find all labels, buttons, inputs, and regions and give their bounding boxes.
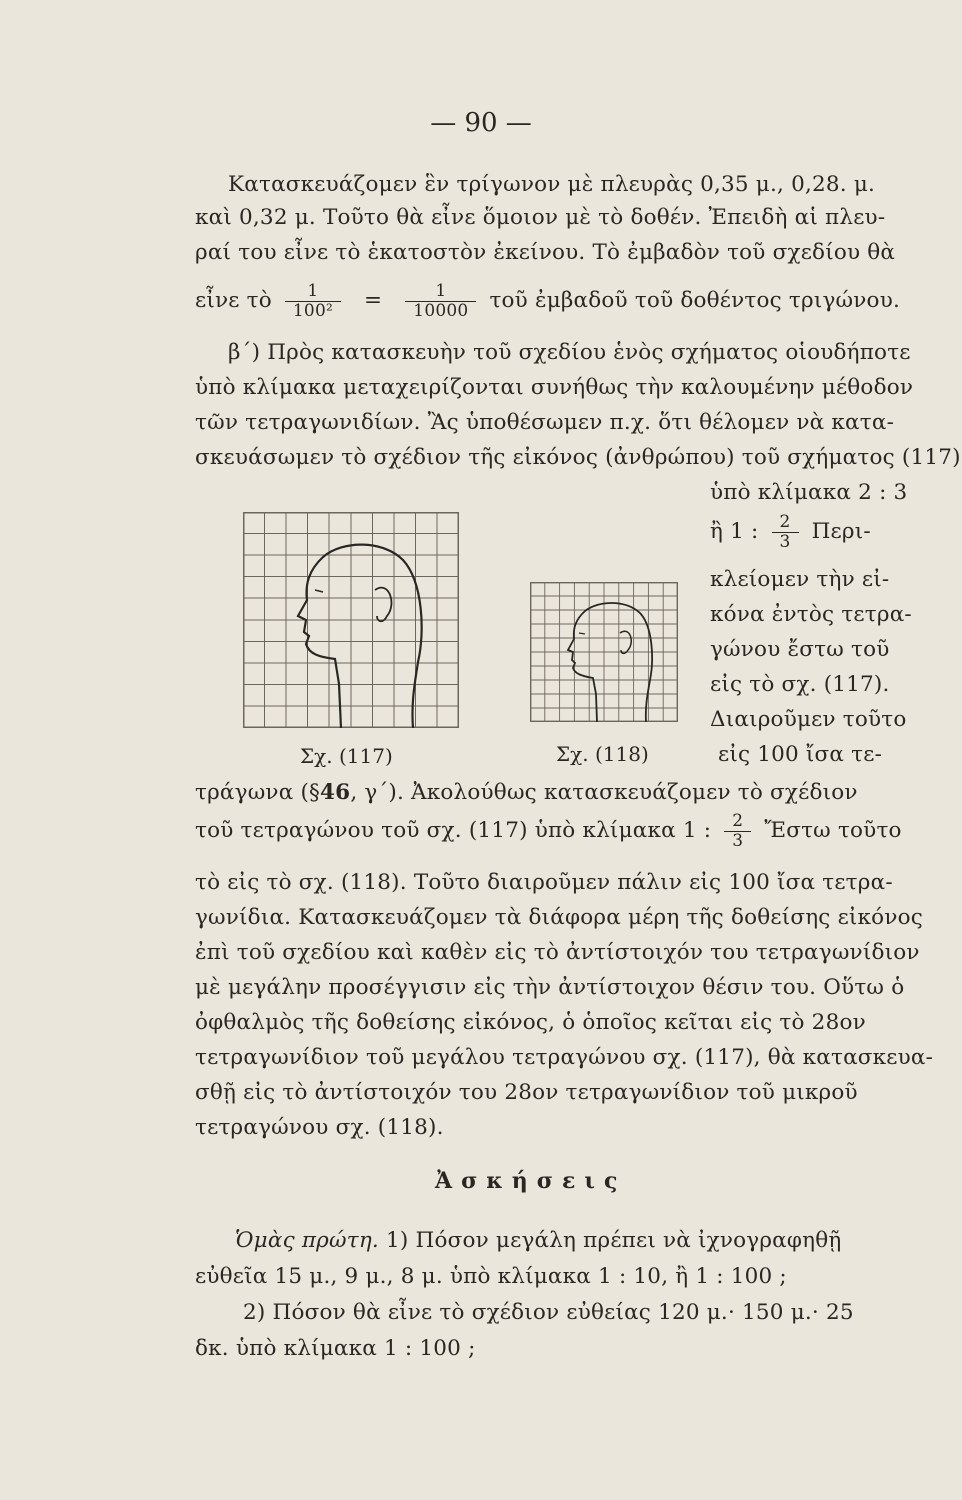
formula-line	[195, 282, 900, 320]
ear-117	[375, 588, 391, 622]
exercise-group-title: Ὁμὰς πρώτη.	[235, 1228, 379, 1253]
fraction-denominator: 10000	[405, 301, 476, 321]
fraction-numerator: 1	[307, 281, 319, 301]
text-line: γωνίδια. Κατασκευάζομεν τὰ διάφορα μέρη τῆς δοθείσης εἰκόνος	[195, 905, 923, 930]
text-line: εἰς τὸ σχ. (117).	[710, 672, 890, 697]
exercise-line: εὐθεῖα 15 μ., 9 μ., 8 μ. ὑπὸ κλίμακα 1 : 10, ἢ 1 : 100 ;	[195, 1264, 787, 1289]
text-line: γώνου ἔστω τοῦ	[710, 637, 890, 662]
head-profile-117	[298, 545, 422, 728]
caption-figure-117: Σχ. (117)	[300, 744, 393, 768]
text-line	[195, 812, 902, 850]
figure-118	[530, 582, 678, 722]
figure-117	[243, 512, 459, 728]
ratio-prefix: ἢ 1 :	[710, 519, 759, 545]
fraction-denominator: 3	[772, 532, 799, 552]
fraction	[285, 282, 341, 320]
text-line: ὑπὸ κλίμακα μεταχειρίζονται συνήθως τὴν καλουμένην μέθοδον	[195, 375, 914, 400]
text-line: μὲ μεγάλην προσέγγισιν εἰς τὴν ἀντίστοιχον θέσιν του. Οὕτω ὁ	[195, 975, 905, 1000]
exercise-text: 1) Πόσον μεγάλη πρέπει νὰ ἰχνογραφηθῇ	[386, 1228, 842, 1253]
text-span: Ἔστω τοῦτο	[764, 818, 902, 844]
exercise-line	[235, 1228, 841, 1253]
text-line: καὶ 0,32 μ. Τοῦτο θὰ εἶνε ὅμοιον μὲ τὸ δοθέν. Ἐπειδὴ αἱ πλευ-	[195, 205, 886, 230]
formula-prefix: εἶνε τὸ	[195, 288, 272, 314]
text-line	[195, 780, 858, 805]
head-profile-118	[568, 603, 652, 722]
text-line: ὑπὸ κλίμακα 2 : 3	[710, 480, 908, 505]
fraction-denominator: 100²	[285, 301, 341, 321]
eye-117	[315, 590, 323, 592]
section-heading: Ἀσκήσεις	[435, 1168, 627, 1194]
exercise-line: 2) Πόσον θὰ εἶνε τὸ σχέδιον εὐθείας 120 μ.· 150 μ.· 25	[243, 1300, 854, 1325]
text-line: κόνα ἐντὸς τετρα-	[710, 602, 912, 627]
side-ratio-line	[710, 513, 871, 551]
text-line: Κατασκευάζομεν ἓν τρίγωνον μὲ πλευρὰς 0,35 μ., 0,28. μ.	[228, 172, 876, 197]
text-line: σκευάσωμεν τὸ σχέδιον τῆς εἰκόνος (ἀνθρώπου) τοῦ σχήματος (117)	[195, 445, 961, 470]
exercise-line: δκ. ὑπὸ κλίμακα 1 : 100 ;	[195, 1336, 476, 1361]
caption-figure-118: Σχ. (118)	[556, 742, 649, 766]
eye-118	[579, 633, 585, 634]
fraction-numerator: 2	[779, 512, 791, 532]
text-line: σθῇ εἰς τὸ ἀντίστοιχόν του 28ον τετραγωνίδιον τοῦ μικροῦ	[195, 1080, 858, 1105]
fraction	[405, 282, 476, 320]
text-line: κλείομεν τὴν εἰ-	[710, 567, 890, 592]
text-span: τράγωνα (§	[195, 780, 320, 805]
text-line: τὸ εἰς τὸ σχ. (118). Τοῦτο διαιροῦμεν πάλιν εἰς 100 ἴσα τετρα-	[195, 870, 893, 895]
text-line: τετραγώνου σχ. (118).	[195, 1115, 444, 1140]
text-line: ἐπὶ τοῦ σχεδίου καὶ καθὲν εἰς τὸ ἀντίστοιχόν του τετραγωνίδιον	[195, 940, 920, 965]
fraction	[724, 812, 751, 850]
section-ref: 46	[320, 780, 351, 805]
text-line: τετραγωνίδιον τοῦ μεγάλου τετραγώνου σχ. (117), θὰ κατασκευα-	[195, 1045, 934, 1070]
fraction-numerator: 2	[732, 811, 744, 831]
ear-118	[620, 631, 631, 653]
text-span: , γ΄). Ἀκολούθως κατασκευάζομεν τὸ σχέδιον	[350, 780, 858, 805]
ratio-suffix: Περι-	[811, 519, 871, 545]
fraction-denominator: 3	[724, 831, 751, 851]
equals-sign: =	[364, 288, 383, 314]
fraction	[772, 513, 799, 551]
text-line: β΄) Πρὸς κατασκευὴν τοῦ σχεδίου ἑνὸς σχήματος οἱουδήποτε	[228, 340, 911, 365]
formula-suffix: τοῦ ἐμβαδοῦ τοῦ δοθέντος τριγώνου.	[489, 288, 900, 314]
text-span: τοῦ τετραγώνου τοῦ σχ. (117) ὑπὸ κλίμακα 1 :	[195, 818, 712, 844]
page-number: — 90 —	[430, 108, 532, 138]
text-line: ὀφθαλμὸς τῆς δοθείσης εἰκόνος, ὁ ὁποῖος κεῖται εἰς τὸ 28ον	[195, 1010, 866, 1035]
text-line: τῶν τετραγωνιδίων. Ἂς ὑποθέσωμεν π.χ. ὅτι θέλομεν νὰ κατα-	[195, 410, 895, 435]
text-line: ραί του εἶνε τὸ ἑκατοστὸν ἐκείνου. Τὸ ἐμβαδὸν τοῦ σχεδίου θὰ	[195, 240, 896, 265]
text-line: εἰς 100 ἴσα τε-	[718, 742, 883, 767]
fraction-numerator: 1	[435, 281, 447, 301]
text-line: Διαιροῦμεν τοῦτο	[710, 707, 907, 732]
